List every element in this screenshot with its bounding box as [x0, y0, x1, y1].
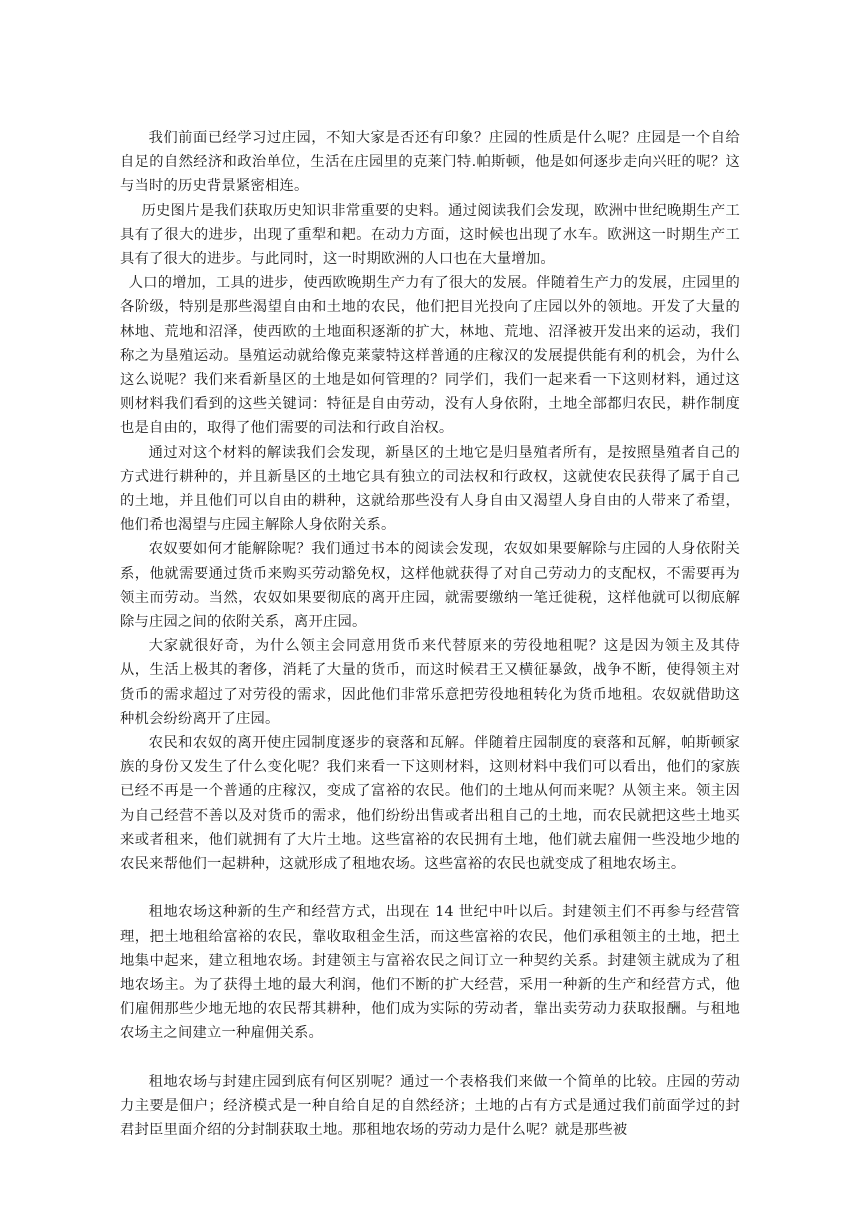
paragraph-new-land-ownership: 通过对这个材料的解读我们会发现，新垦区的土地它是归垦殖者所有，是按照垦殖者自己的方式进行耕种的，并且新垦区的土地它具有独立的司法权和行政权，这就使农民获得了属于自己的土地，并且他们可以自由的耕种，这就给那些没有人身自由又渴望人身自由的人带来了希望，他们希也渴望与庄园主解除人身依附关系。: [120, 444, 740, 534]
paragraph-tenant-farm: 租地农场这种新的生产和经营方式，出现在 14 世纪中叶以后。封建领主们不再参与经营管理，把土地租给富裕的农民，靠收取租金生活，而这些富裕的农民，他们承租领主的土地，把土地集中起来，建立租地农场。封建领主与富裕农民之间订立一种契约关系。封建领主就成为了租地农场主。为了获得土地的最大利润，他们不断的扩大经营，采用一种新的生产和经营方式，他们雇佣那些少地无地的农民帮其耕种，他们成为实际的劳动者，靠出卖劳动力获取报酬。与租地农场主之间建立一种雇佣关系。: [120, 904, 740, 1042]
paragraph-spacer: [120, 876, 740, 900]
paragraph-manor-intro: 我们前面已经学习过庄园，不知大家是否还有印象？庄园的性质是什么呢？庄园是一个自给自足的自然经济和政治单位，生活在庄园里的克莱门特.帕斯顿，他是如何逐步走向兴旺的呢？这与当时的历史背景紧密相连。: [120, 130, 740, 195]
paragraph-manor-decline: 农民和农奴的离开使庄园制度逐步的衰落和瓦解。伴随着庄园制度的衰落和瓦解，帕斯顿家族的身份又发生了什么变化呢？我们来看一下这则材料，这则材料中我们可以看出，他们的家族已经不再是一个普通的庄稼汉，变成了富裕的农民。他们的土地从何而来呢？从领主来。领主因为自己经营不善以及对货币的需求，他们纷纷出售或者出租自己的土地，而农民就把这些土地买来或者租来，他们就拥有了大片土地。这些富裕的农民拥有土地，他们就去雇佣一些没地少地的农民来帮他们一起耕种，这就形成了租地农场。这些富裕的农民也就变成了租地农场主。: [120, 735, 740, 873]
paragraph-reclamation-movement: 人口的增加，工具的进步，使西欧晚期生产力有了很大的发展。伴随着生产力的发展，庄园里的各阶级，特别是那些渴望自由和土地的农民，他们把目光投向了庄园以外的领地。开发了大量的林地、荒地和沼泽，使西欧的土地面积逐渐的扩大，林地、荒地、沼泽被开发出来的运动，我们称之为垦殖运动。垦殖运动就给像克莱蒙特这样普通的庄稼汉的发展提供能有利的机会，为什么这么说呢？我们来看新垦区的土地是如何管理的？同学们，我们一起来看一下这则材料，通过这则材料我们看到的这些关键词：特征是自由劳动，没有人身依附，土地全部都归农民，耕作制度也是自由的，取得了他们需要的司法和行政自治权。: [120, 275, 740, 437]
paragraph-money-rent: 大家就很好奇，为什么领主会同意用货币来代替原来的劳役地租呢？这是因为领主及其侍从，生活上极其的奢侈，消耗了大量的货币，而这时候君王又横征暴敛，战争不断，使得领主对货币的需求超过了对劳役的需求，因此他们非常乐意把劳役地租转化为货币地租。农奴就借助这种机会纷纷离开了庄园。: [120, 638, 740, 727]
paragraph-serf-release: 农奴要如何才能解除呢？我们通过书本的阅读会发现，农奴如果要解除与庄园的人身依附关系，他就需要通过货币来购买劳动豁免权，这样他就获得了对自己劳动力的支配权，不需要再为领主而劳动。当然，农奴如果要彻底的离开庄园，就需要缴纳一笔迁徙税，这样他就可以彻底解除与庄园之间的依附关系，离开庄园。: [120, 541, 740, 631]
paragraph-spacer: [120, 1046, 740, 1070]
document-page: [120, 126, 740, 1142]
paragraph-historical-images: 历史图片是我们获取历史知识非常重要的史料。通过阅读我们会发现，欧洲中世纪晚期生产工具有了很大的进步，出现了重犁和耙。在动力方面，这时候也出现了水车。欧洲这一时期生产工具有了很大的进步。与此同时，这一时期欧洲的人口也在大量增加。: [120, 202, 740, 268]
paragraph-farm-vs-manor: 租地农场与封建庄园到底有何区别呢？通过一个表格我们来做一个简单的比较。庄园的劳动力主要是佃户；经济模式是一种自给自足的自然经济；土地的占有方式是通过我们前面学过的封君封臣里面介绍的分封制获取土地。那租地农场的劳动力是什么呢？就是那些被: [120, 1073, 740, 1138]
